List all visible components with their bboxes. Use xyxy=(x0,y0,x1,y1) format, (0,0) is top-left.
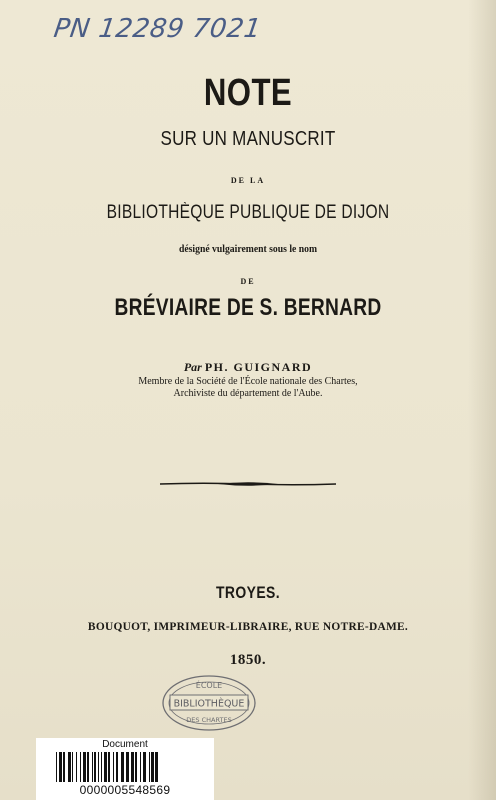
stamp-bottom-text: DES CHARTES xyxy=(186,716,232,724)
barcode-bar xyxy=(143,752,146,782)
barcode-bar xyxy=(151,752,154,782)
barcode-bar xyxy=(149,752,150,782)
barcode-bar xyxy=(83,752,86,782)
barcode-bar xyxy=(59,752,62,782)
barcode-bar xyxy=(63,752,65,782)
printer-line: BOUQUOT, IMPRIMEUR-LIBRAIRE, RUE NOTRE-DAME. xyxy=(87,619,409,633)
manuscript-name: BRÉVIAIRE DE S. BERNARD xyxy=(114,294,382,321)
barcode-bar xyxy=(108,752,110,782)
barcode-bar xyxy=(155,752,158,782)
publication-year: 1850. xyxy=(229,652,267,668)
handwritten-shelfmark: PN 12289 7021 xyxy=(51,14,264,44)
barcode-bar xyxy=(104,752,107,782)
barcode-bar xyxy=(113,752,114,782)
ornamental-rule xyxy=(158,479,338,489)
barcode-bar xyxy=(94,752,96,782)
barcode-bar xyxy=(101,752,102,782)
barcode-bar xyxy=(68,752,71,782)
barcode-caption: Document xyxy=(102,739,148,750)
affiliation-line-2: Archiviste du département de l'Aube. xyxy=(173,388,323,399)
subtitle-line: SUR UN MANUSCRIT xyxy=(160,128,336,150)
barcode-bar xyxy=(140,752,141,782)
barcode-bar xyxy=(126,752,129,782)
barcode-bar xyxy=(76,752,77,782)
barcode-bar xyxy=(131,752,134,782)
barcode-bar xyxy=(56,752,57,782)
barcode-image xyxy=(54,752,196,782)
barcode-bar xyxy=(80,752,81,782)
publication-city: TROYES. xyxy=(215,583,281,602)
connector-de-la: DE LA xyxy=(230,176,266,185)
barcode-number: 0000005548569 xyxy=(79,783,171,797)
author-name: PH. GUIGNARD xyxy=(204,360,313,374)
connector-de: DE xyxy=(240,277,256,286)
barcode-bar xyxy=(87,752,89,782)
library-stamp xyxy=(160,673,258,733)
stamp-top-text: ÉCOLE xyxy=(195,681,223,690)
barcode-bar xyxy=(98,752,99,782)
barcode-bar xyxy=(121,752,124,782)
library-name: BIBLIOTHÈQUE PUBLIQUE DE DIJON xyxy=(106,202,390,223)
barcode-label-sticker xyxy=(36,738,214,800)
author-line xyxy=(0,360,496,375)
author-prefix: Par xyxy=(183,360,202,374)
barcode-bar xyxy=(116,752,118,782)
barcode-bar xyxy=(72,752,73,782)
affiliation-line-1: Membre de la Société de l'École nationale des Chartes, xyxy=(138,376,358,387)
author-affiliation xyxy=(12,376,483,400)
designation-line: désigné vulgairement sous le nom xyxy=(178,243,318,255)
barcode-bar xyxy=(92,752,93,782)
stamp-middle-text: BIBLIOTHÈQUE xyxy=(173,698,245,710)
barcode-bar xyxy=(135,752,137,782)
document-title: NOTE xyxy=(203,72,293,114)
